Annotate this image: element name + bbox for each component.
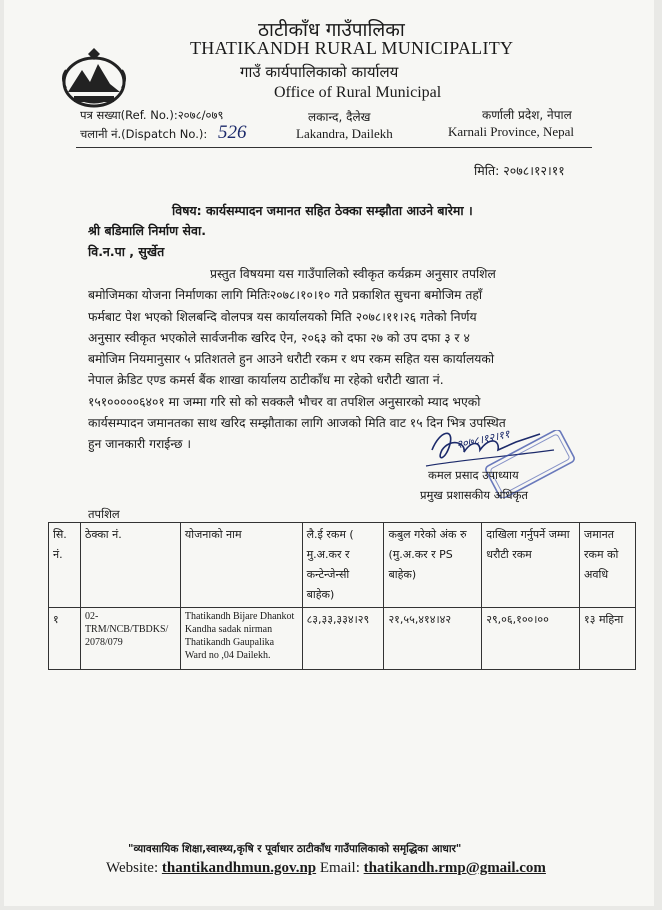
cell-serial: १	[49, 608, 81, 670]
email-link[interactable]: thatikandh.rmp@gmail.com	[363, 860, 546, 876]
nepal-emblem-logo	[58, 48, 130, 110]
email-label: Email:	[319, 860, 360, 876]
cell-bid-amount: २१,५५,४१४।४२	[384, 608, 482, 670]
cell-contract-no: 02-TRM/NCB/TBDKS/ 2078/079	[80, 608, 180, 670]
dispatch-number-label: चलानी नं.(Dispatch No.):	[80, 127, 208, 141]
contract-details-table	[48, 522, 636, 670]
recipient-address: वि.न.पा , सुर्खेत	[88, 244, 165, 259]
header-estimate: लै.ई रकम ( मु.अ.कर र कन्टेन्जेन्सी बाहेक)	[302, 523, 384, 608]
body-line: बमोजिमका योजना निर्माणका लागि मितिः२०७८।१०।१० गते प्रकाशित सुचना बमोजिम तहाँ	[88, 288, 483, 303]
table-row	[49, 608, 636, 670]
header-project-name: योजनाको नाम	[180, 523, 302, 608]
cell-duration: १३ महिना	[580, 608, 636, 670]
table-header-row	[49, 523, 636, 608]
header-bid-amount: कबुल गरेको अंक रु (मु.अ.कर र PS बाहेक)	[384, 523, 482, 608]
province-nepali: कर्णाली प्रदेश, नेपाल	[482, 108, 572, 122]
recipient-name: श्री बडिमालि निर्माण सेवा.	[88, 223, 206, 238]
body-line: फर्मबाट पेश भएको शिलबन्दि वोलपत्र यस कार्यालयको मिति २०७८।११।२६ गतेको निर्णय	[88, 309, 477, 324]
table-caption: तपशिल	[88, 507, 120, 521]
municipality-name-nepali: ठाटीकाँध गाउँपालिका	[258, 19, 405, 41]
office-name-english: Office of Rural Municipal	[274, 84, 442, 101]
body-line: १५१०००००६४०१ मा जम्मा गरि सो को सक्कलै भौचर वा तपशिल अनुसारको म्याद भएको	[88, 394, 481, 409]
cell-estimate: ८३,३३,३३४।२९	[302, 608, 384, 670]
location-english: Lakandra, Dailekh	[296, 126, 393, 141]
letter-page	[4, 0, 654, 906]
body-line: बमोजिम नियमानुसार ५ प्रतिशतले हुन आउने धरौटी रकम र थप रकम सहित यस कार्यालयको	[88, 352, 495, 367]
website-link[interactable]: thantikandhmun.gov.np	[161, 860, 317, 876]
signature-date-handwritten: २०७८।१२।११	[455, 427, 511, 452]
header-duration: जमानत रकम को अवधि	[580, 523, 636, 608]
signatory-name: कमल प्रसाद उपाध्याय	[428, 468, 519, 482]
subject-line: विषय: कार्यसम्पादन जमानत सहित ठेक्का सम्झौता आउने बारेमा ।	[172, 203, 473, 218]
province-english: Karnali Province, Nepal	[448, 124, 574, 139]
cell-project-name: Thatikandh Bijare Dhankot Kandha sadak nirman Thatikandh Gaupalika Ward no ,04 Dailekh.	[180, 608, 302, 670]
dispatch-number-handwritten: 526	[218, 122, 247, 143]
office-name-nepali: गाउँ कार्यपालिकाको कार्यालय	[240, 63, 399, 81]
header-deposit: दाखिला गर्नुपर्ने जम्मा धरौटी रकम	[482, 523, 580, 608]
header-contract-no: ठेक्का नं.	[80, 523, 180, 608]
body-line: कार्यसम्पादन जमानतका साथ खरिद सम्झौताका लागि आजको मिति वाट १५ दिन भित्र उपस्थित	[88, 416, 506, 431]
website-label: Website:	[106, 860, 159, 876]
body-line: हुन जानकारी गराईन्छ ।	[88, 437, 192, 452]
body-line: नेपाल क्रेडिट एण्ड कमर्स बैंक शाखा कार्यालय ठाटीकाँध मा रहेको धरौटी खाता नं.	[88, 373, 444, 388]
footer-contact	[106, 860, 546, 877]
ref-number: पत्र सख्या(Ref. No.):२०७८/०७९	[80, 108, 224, 122]
header-divider	[76, 147, 592, 148]
cell-deposit: २९,०६,१००।००	[482, 608, 580, 670]
signatory-title: प्रमुख प्रशासकीय अधिकृत	[420, 488, 528, 502]
municipality-name-english: THATIKANDH RURAL MUNICIPALITY	[190, 38, 514, 58]
body-line: प्रस्तुत विषयमा यस गाउँपालिको स्वीकृत कर्यक्रम अनुसार तपशिल	[210, 267, 496, 281]
header-serial: सि. नं.	[49, 523, 81, 608]
body-line: अनुसार स्वीकृत भएकोले सार्वजनीक खरिद ऐन, २०६३ को दफा २७ को उप दफा ३ र ४	[88, 330, 470, 345]
footer-slogan: "व्यावसायिक शिक्षा,स्वास्थ्य,कृषि र पूर्वाधार ठाटीकाँध गाउँपालिकाको समृद्धिका आधार"	[128, 843, 462, 855]
location-nepali: लकान्द, दैलेख	[308, 110, 371, 124]
letter-date: मिति: २०७८।१२।११	[474, 163, 565, 178]
